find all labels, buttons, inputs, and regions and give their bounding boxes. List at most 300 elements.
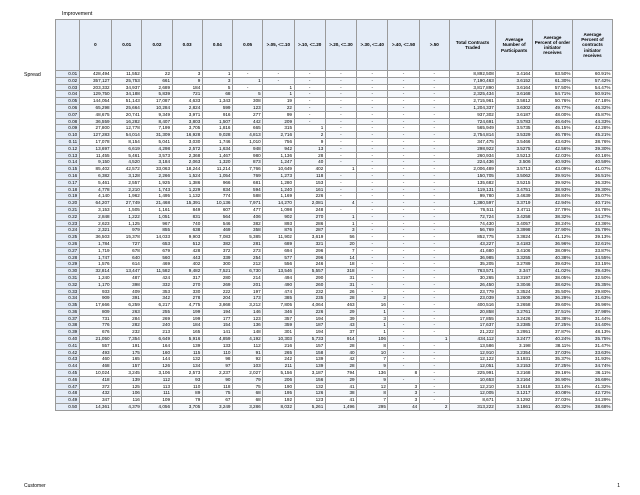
table-cell: 428	[172, 247, 202, 254]
table-cell: 3,868	[202, 302, 232, 309]
table-cell: 46.64%	[533, 118, 573, 125]
table-cell: -	[263, 77, 294, 84]
table-cell: 50.91%	[572, 91, 612, 98]
table-cell: 11,214	[202, 166, 232, 173]
table-cell: 1,634	[202, 145, 232, 152]
table-cell: 3,705	[172, 125, 202, 132]
table-cell: 3.347	[496, 268, 533, 275]
table-cell: 4,859	[202, 336, 232, 343]
table-cell: 460	[79, 356, 111, 363]
table-cell: -	[419, 166, 449, 173]
table-row	[56, 234, 613, 241]
table-cell: 29.80%	[572, 288, 612, 295]
table-cell: 2,006,489	[449, 166, 495, 173]
table-cell: 763,571	[449, 268, 495, 275]
table-cell: 21,468	[142, 200, 172, 207]
spread-value-cell: 0.50	[56, 404, 80, 411]
table-cell: 694	[263, 247, 294, 254]
table-cell: 2,715,961	[449, 98, 495, 105]
table-cell: 3.3524	[496, 288, 533, 295]
table-cell: 2,557	[112, 179, 142, 186]
column-header: 0.04	[202, 20, 232, 71]
table-cell: 136	[232, 322, 262, 329]
table-cell: -	[357, 172, 388, 179]
table-cell: 17,087	[142, 98, 172, 105]
table-cell: 68	[232, 397, 262, 404]
table-cell: 79	[172, 397, 202, 404]
table-cell: 855	[142, 227, 172, 234]
table-cell: 281	[232, 240, 262, 247]
table-cell: 400,516	[449, 302, 495, 309]
table-cell: -	[388, 213, 419, 220]
table-cell: -	[357, 98, 388, 105]
table-cell: 4,775	[172, 302, 202, 309]
table-row	[56, 200, 613, 207]
table-cell: 148	[232, 329, 262, 336]
table-cell: 1,161	[142, 206, 172, 213]
table-cell: 10,649	[263, 166, 294, 173]
table-cell: 424	[142, 274, 172, 281]
table-cell: 3	[202, 77, 232, 84]
table-cell: -	[325, 193, 356, 200]
table-cell: 676	[79, 329, 111, 336]
table-cell: -	[357, 118, 388, 125]
table-cell: 1,467	[202, 152, 232, 159]
table-cell: 126	[294, 390, 325, 397]
table-cell: 269	[202, 281, 232, 288]
table-cell: 1,170	[79, 281, 111, 288]
spread-value-cell: 0.46	[56, 376, 80, 383]
table-row	[56, 220, 613, 227]
table-cell: 916	[202, 111, 232, 118]
table-cell: 2,754,814	[449, 132, 495, 139]
table-cell: -	[325, 111, 356, 118]
table-cell: 109	[142, 397, 172, 404]
table-row	[56, 322, 613, 329]
table-cell: 607	[202, 206, 232, 213]
table-cell: 25,753	[112, 77, 142, 84]
table-cell: 3.5329	[496, 132, 533, 139]
table-cell: -	[419, 125, 449, 132]
table-cell: 3.5215	[496, 179, 533, 186]
table-cell: 195	[263, 390, 294, 397]
table-cell: 97	[202, 363, 232, 370]
table-cell: 40	[294, 159, 325, 166]
table-cell: 51,143	[112, 98, 142, 105]
table-cell: 39.30%	[572, 186, 612, 193]
table-cell: 41.32%	[572, 383, 612, 390]
table-row	[56, 342, 613, 349]
table-cell: 79	[232, 376, 262, 383]
table-cell: 5	[232, 91, 262, 98]
table-cell: 36.96%	[533, 240, 573, 247]
table-cell: -	[325, 186, 356, 193]
table-cell: 37.03%	[533, 349, 573, 356]
table-cell: 3.2951	[496, 329, 533, 336]
table-cell: 31.44%	[572, 315, 612, 322]
table-cell: 43.63%	[533, 138, 573, 145]
table-cell: -	[357, 159, 388, 166]
spread-value-cell: 0.02	[56, 77, 80, 84]
table-cell: 23,039	[449, 295, 495, 302]
table-cell: 40.59%	[572, 159, 612, 166]
table-cell: 794	[325, 370, 356, 377]
table-cell: -	[325, 159, 356, 166]
table-cell: 3.3824	[496, 234, 533, 241]
column-header: >.50	[419, 20, 449, 71]
table-cell: 3.2789	[496, 261, 533, 268]
table-cell: -	[419, 159, 449, 166]
table-cell: 18,244	[172, 166, 202, 173]
table-cell: 68	[232, 390, 262, 397]
table-cell: 298,922	[449, 145, 495, 152]
table-cell: 3.2761	[496, 308, 533, 315]
table-cell: -	[419, 206, 449, 213]
table-row	[56, 159, 613, 166]
table-cell: 139	[112, 376, 142, 383]
table-cell: 119,131	[449, 186, 495, 193]
table-cell: 7,083	[202, 234, 232, 241]
table-cell: 5,156	[263, 370, 294, 377]
column-header: 0	[79, 20, 111, 71]
table-cell: 192	[263, 397, 294, 404]
table-cell: 339	[202, 254, 232, 261]
table-cell: 41	[325, 397, 356, 404]
table-cell: 6,619	[112, 145, 142, 152]
table-cell: 469	[202, 227, 232, 234]
spread-value-cell: 0.28	[56, 254, 80, 261]
table-cell: 7,971	[232, 200, 262, 207]
table-cell: 270	[172, 281, 202, 288]
table-cell: 242	[263, 356, 294, 363]
table-cell: 330	[172, 288, 202, 295]
table-cell: 10,024	[79, 370, 111, 377]
table-cell: 4,192	[232, 336, 262, 343]
table-cell: 98	[202, 356, 232, 363]
table-cell: 2,063	[172, 159, 202, 166]
table-cell: 8	[357, 342, 388, 349]
table-cell: 38	[325, 390, 356, 397]
table-cell: 36,559	[79, 118, 111, 125]
table-cell: 358	[232, 227, 262, 234]
spread-header: Spread	[24, 72, 41, 78]
table-cell: 49.77%	[533, 104, 573, 111]
table-cell: 89	[172, 390, 202, 397]
table-cell: 937,302	[449, 111, 495, 118]
table-cell: -	[357, 193, 388, 200]
table-cell: 190	[263, 383, 294, 390]
table-cell: 5,839	[142, 91, 172, 98]
table-cell: 43	[325, 322, 356, 329]
table-cell: -	[263, 71, 294, 78]
table-cell: 226	[294, 308, 325, 315]
table-cell: -	[388, 206, 419, 213]
column-header: Total Contracts Traded	[449, 20, 495, 71]
spread-value-cell: 0.37	[56, 315, 80, 322]
table-cell: 14,270	[263, 200, 294, 207]
table-cell: -	[419, 227, 449, 234]
table-cell: -	[388, 261, 419, 268]
table-cell: 346	[263, 308, 294, 315]
table-cell: 57.50%	[533, 84, 573, 91]
table-cell: -	[357, 138, 388, 145]
table-cell: 332	[142, 281, 172, 288]
table-cell: 263	[112, 308, 142, 315]
table-cell: 9,349	[142, 111, 172, 118]
spread-value-cell: 0.20	[56, 200, 80, 207]
table-cell: 3.2354	[496, 349, 533, 356]
table-cell: -	[357, 166, 388, 173]
table-cell: 125	[112, 383, 142, 390]
table-cell: 32,814	[79, 268, 111, 275]
table-cell: 39.91%	[533, 172, 573, 179]
table-cell: 290	[294, 274, 325, 281]
table-cell: 38.24%	[533, 220, 573, 227]
spread-value-cell: 0.29	[56, 261, 80, 268]
table-cell: -	[388, 152, 419, 159]
table-cell: -	[388, 84, 419, 91]
table-cell: 153	[294, 179, 325, 186]
table-row	[56, 172, 613, 179]
table-cell: -	[419, 363, 449, 370]
table-cell: 557	[79, 342, 111, 349]
table-cell: -	[388, 356, 419, 363]
table-cell: 226	[294, 193, 325, 200]
table-cell: 3.198	[496, 342, 533, 349]
table-cell: -	[294, 77, 325, 84]
table-cell: -	[294, 104, 325, 111]
table-cell: 6,259	[112, 302, 142, 309]
spread-value-cell: 0.07	[56, 111, 80, 118]
table-row	[56, 288, 613, 295]
table-cell: 139	[172, 342, 202, 349]
table-cell: 14,033	[142, 234, 172, 241]
table-cell: 72,724	[449, 213, 495, 220]
spread-value-cell: 0.27	[56, 247, 80, 254]
table-cell: 187	[294, 322, 325, 329]
table-cell: 831	[172, 213, 202, 220]
table-cell: -	[419, 145, 449, 152]
spread-value-cell: 0.41	[56, 342, 80, 349]
table-cell: -	[294, 111, 325, 118]
table-cell: 37.25%	[533, 322, 573, 329]
spread-value-cell: 0.38	[56, 322, 80, 329]
table-cell: 560	[142, 254, 172, 261]
table-cell: 4,633	[172, 98, 202, 105]
table-cell: 39.92%	[533, 179, 573, 186]
table-cell: 3.6168	[496, 91, 533, 98]
table-cell: 265	[263, 349, 294, 356]
table-cell: 17,637	[449, 322, 495, 329]
table-cell: 254	[232, 254, 262, 261]
table-cell: -	[388, 240, 419, 247]
table-cell: 286	[294, 220, 325, 227]
table-cell: 13,586	[449, 342, 495, 349]
table-cell: 118	[202, 383, 232, 390]
spread-value-cell: 0.14	[56, 159, 80, 166]
table-cell: 36.69%	[572, 376, 612, 383]
table-cell: 146	[232, 308, 262, 315]
table-cell: -	[419, 104, 449, 111]
table-cell: 1,496	[325, 404, 356, 411]
table-cell: 39.43%	[572, 268, 612, 275]
table-cell: -	[388, 118, 419, 125]
table-cell: 3.4639	[496, 193, 533, 200]
table-cell: 67	[202, 397, 232, 404]
table-cell: 849	[172, 206, 202, 213]
table-cell: 1	[325, 213, 356, 220]
table-cell: 175	[112, 349, 142, 356]
table-cell: 184	[172, 322, 202, 329]
table-row	[56, 261, 613, 268]
table-cell: 199	[172, 315, 202, 322]
table-cell: 3.4711	[496, 206, 533, 213]
table-cell: 409	[112, 288, 142, 295]
table-cell: 3.4183	[496, 240, 533, 247]
table-cell: -	[419, 342, 449, 349]
table-cell: 1,273	[263, 172, 294, 179]
table-cell: 11,455	[79, 152, 111, 159]
table-cell: 40.32%	[533, 404, 573, 411]
table-cell: 34.74%	[572, 363, 612, 370]
table-cell: -	[388, 247, 419, 254]
spread-value-cell: 0.47	[56, 383, 80, 390]
table-cell: 1,010	[232, 138, 262, 145]
table-cell: -	[357, 77, 388, 84]
table-cell: 27,800	[79, 125, 111, 132]
table-cell: 776	[79, 322, 111, 329]
table-cell: 740	[172, 220, 202, 227]
table-cell: 3.5466	[496, 138, 533, 145]
table-cell: -	[388, 342, 419, 349]
table-cell: 13,447	[112, 268, 142, 275]
table-cell: -	[325, 84, 356, 91]
table-cell: 206	[263, 376, 294, 383]
table-cell: -	[325, 132, 356, 139]
table-cell: 3.5213	[496, 152, 533, 159]
spread-value-cell: 0.33	[56, 288, 80, 295]
table-cell: 111	[142, 390, 172, 397]
table-cell: 398	[112, 281, 142, 288]
table-cell: 37.25%	[533, 363, 573, 370]
column-header: Average Percent of order initiator receives	[533, 20, 573, 71]
table-cell: -	[357, 213, 388, 220]
table-cell: -	[232, 84, 262, 91]
table-cell: 300	[202, 261, 232, 268]
table-cell: -	[325, 172, 356, 179]
table-cell: 979	[112, 227, 142, 234]
table-cell: 92	[232, 356, 262, 363]
table-cell: 493	[79, 349, 111, 356]
table-cell: -	[232, 71, 262, 78]
table-cell: 50.76%	[533, 98, 573, 105]
table-cell: 224,436	[449, 159, 495, 166]
table-cell: 3.6302	[496, 104, 533, 111]
table-cell: -	[388, 363, 419, 370]
table-cell: 42.56%	[533, 145, 573, 152]
table-cell: 1,240	[79, 274, 111, 281]
table-cell: 5,461	[79, 179, 111, 186]
table-cell: 103	[232, 363, 262, 370]
table-row	[56, 227, 613, 234]
table-cell: 3.506	[496, 159, 533, 166]
table-cell: 16,928	[172, 132, 202, 139]
spread-value-cell: 0.43	[56, 356, 80, 363]
table-cell: 76,511	[449, 206, 495, 213]
table-cell: 2,572	[172, 145, 202, 152]
table-cell: 14,361	[79, 404, 111, 411]
footer-page-number: 1	[617, 483, 620, 489]
table-cell: 3,286	[232, 404, 262, 411]
table-cell: 5,041	[142, 138, 172, 145]
footer-customer-label: Customer	[24, 483, 46, 489]
table-cell: 9	[172, 77, 202, 84]
table-cell: 5,557	[294, 268, 325, 275]
table-cell: 112	[232, 342, 262, 349]
table-cell: 1,386	[172, 179, 202, 186]
table-cell: 246	[294, 261, 325, 268]
table-cell: -	[419, 268, 449, 275]
table-cell: 48,675	[79, 111, 111, 118]
table-cell: 38.11%	[533, 342, 573, 349]
table-cell: 133	[202, 342, 232, 349]
column-header-spread	[56, 20, 80, 71]
column-header: >.40, <=.50	[388, 20, 419, 71]
table-cell: -	[419, 302, 449, 309]
table-cell: 10	[357, 349, 388, 356]
table-cell: 9,482	[172, 268, 202, 275]
table-cell: 12,122	[449, 356, 495, 363]
table-cell: 118	[294, 172, 325, 179]
table-cell: 2,027	[232, 370, 262, 377]
table-cell: 2	[357, 295, 388, 302]
table-cell: -	[294, 84, 325, 91]
table-cell: 6,730	[232, 268, 262, 275]
spread-value-cell: 0.12	[56, 145, 80, 152]
table-cell: -	[419, 281, 449, 288]
table-cell: -	[419, 383, 449, 390]
table-cell: 57.42%	[572, 77, 612, 84]
table-row	[56, 91, 613, 98]
table-row	[56, 281, 613, 288]
table-cell: 32.61%	[572, 240, 612, 247]
table-cell: -	[325, 179, 356, 186]
table-cell: 44	[388, 404, 419, 411]
table-cell: 42,572	[112, 166, 142, 173]
table-cell: 11,582	[142, 268, 172, 275]
table-cell: 2,325,434	[449, 91, 495, 98]
table-cell: 40.71%	[572, 200, 612, 207]
table-cell: 3.3719	[496, 200, 533, 207]
table-cell: 48.13%	[572, 329, 612, 336]
table-cell: 54.47%	[572, 84, 612, 91]
table-cell: 40.93%	[533, 159, 573, 166]
table-cell: -	[419, 138, 449, 145]
column-header: Average Number of Participants	[496, 20, 533, 71]
table-cell: 36.29%	[533, 295, 573, 302]
table-row	[56, 104, 613, 111]
table-cell: 1,229	[172, 186, 202, 193]
table-cell: -	[357, 91, 388, 98]
table-cell: 443	[172, 254, 202, 261]
table-row	[56, 206, 613, 213]
table-cell: 3,153	[79, 206, 111, 213]
table-cell: 106	[112, 390, 142, 397]
table-cell: 74,430	[449, 220, 495, 227]
table-cell: 2,848	[79, 213, 111, 220]
spread-value-cell: 0.03	[56, 84, 80, 91]
table-cell: 594	[232, 186, 262, 193]
